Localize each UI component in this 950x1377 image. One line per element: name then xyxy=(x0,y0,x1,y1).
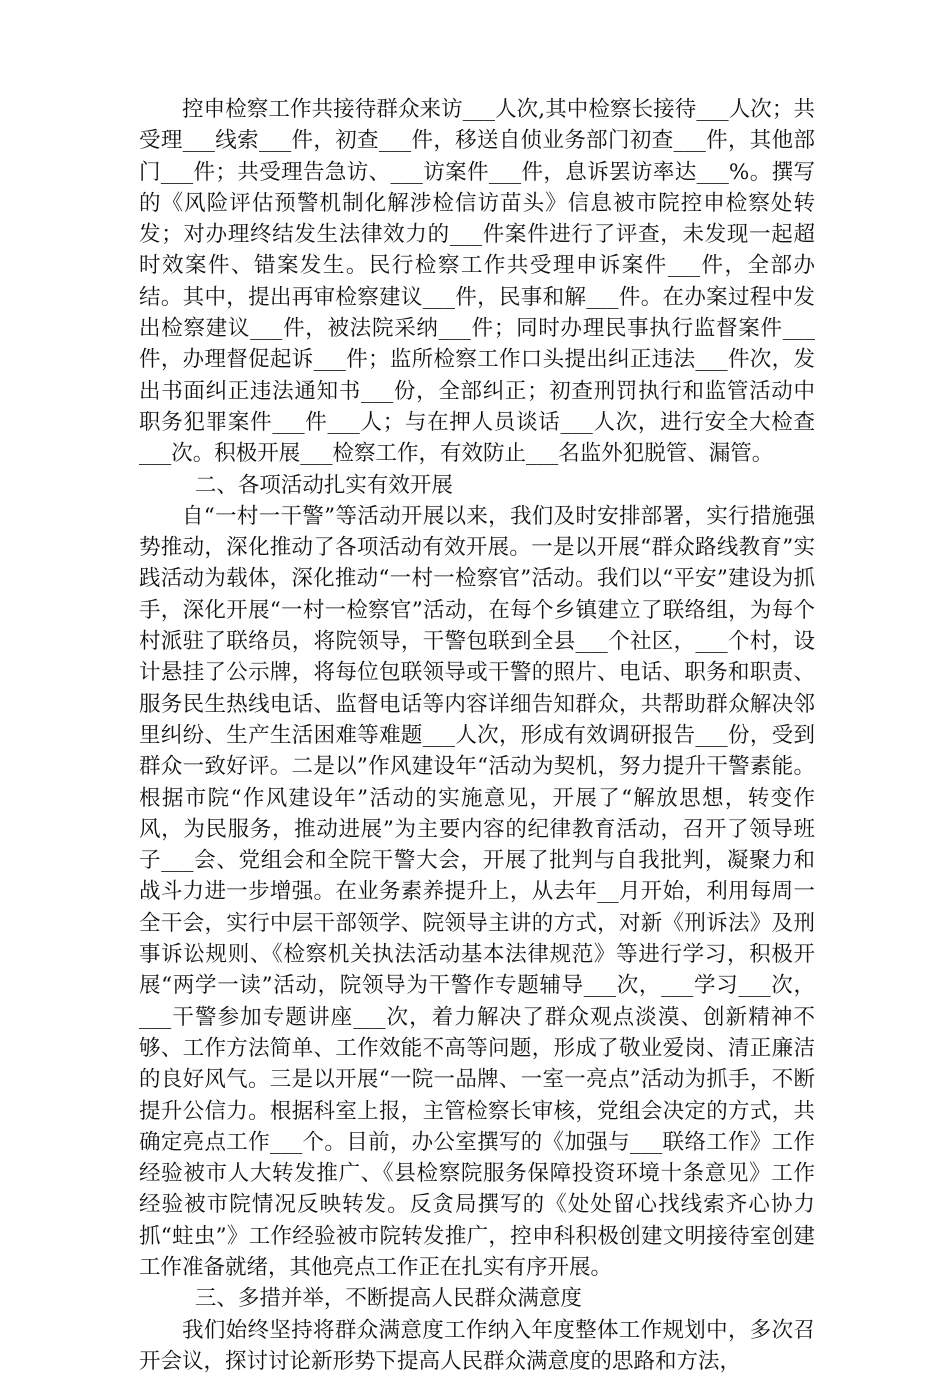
paragraph-activities: 自“一村一干警”等活动开展以来，我们及时安排部署，实行措施强势推动，深化推动了各项活动有效开展。一是以开展“群众路线教育”实践活动为载体，深化推动“一村一检察官”活动。我们以“平安”建设为抓手，深化开展“一村一检察官”活动，在每个乡镇建立了联络组，为每个村派驻了联络员，将院领导，干警包联到全县___个社区，___个村，设计悬挂了公示牌，将每位包联领导或干警的照片、电话、职务和职责、服务民生热线电话、监督电话等内容详细告知群众，共帮助群众解决邻里纠纷、生产生活困难等难题___人次，形成有效调研报告___份，受到群众一致好评。二是以”作风建设年“活动为契机，努力提升干警素能。根据市院“作风建设年”活动的实施意见，开展了“解放思想，转变作风，为民服务，推动进展”为主要内容的纪律教育活动，召开了领导班子___会、党组会和全院干警大会，开展了批判与自我批判，凝聚力和战斗力进一步增强。在业务素养提升上，从去年__月开始，利用每周一全干会，实行中层干部领学、院领导主讲的方式，对新《刑诉法》及刑事诉讼规则、《检察机关执法活动基本法律规范》等进行学习，积极开展“两学一读”活动，院领导为干警作专题辅导___次，___学习___次，___干警参加专题讲座___次，着力解决了群众观点淡漠、创新精神不够、工作方法简单、工作效能不高等问题，形成了敬业爱岗、清正廉洁的良好风气。三是以开展“一院一品牌、一室一亮点”活动为抓手，不断提升公信力。根据科室上报，主管检察长审核，党组会决定的方式，共确定亮点工作___个。目前，办公室撰写的《加强与___联络工作》工作经验被市人大转发推广、《县检察院服务保障投资环境十条意见》工作经验被市院情况反映转发。反贪局撰写的《处处留心找线索齐心协力抓“蛀虫”》工作经验被市院转发推广，控申科积极创建文明接待室创建工作准备就绪，其他亮点工作正在扎实有序开展。 xyxy=(139,503,815,1280)
paragraph-satisfaction: 我们始终坚持将群众满意度工作纳入年度整体工作规划中，多次召开会议，探讨讨论新形势下提高人民群众满意度的思路和方法， xyxy=(139,1317,815,1374)
section-heading-satisfaction: 三、多措并举，不断提高人民群众满意度 xyxy=(194,1286,582,1312)
document-body xyxy=(139,94,815,1377)
paragraph-complaint-work: 控申检察工作共接待群众来访___人次,其中检察长接待___人次；共受理___线索___件，初查___件，移送自侦业务部门初查___件，其他部门___件；共受理告急访、___访案件___件，息诉罢访率达___%。撰写的《风险评估预警机制化解涉检信访苗头》信息被市院控申检察处转发；对办理终结发生法律效力的___件案件进行了评查，未发现一起超时效案件、错案发生。民行检察工作共受理申诉案件___件，全部办结。其中，提出再审检察建议___件，民事和解___件。在办案过程中发出检察建议___件，被法院采纳___件；同时办理民事执行监督案件___件，办理督促起诉___件；监所检察工作口头提出纠正违法___件次，发出书面纠正违法通知书___份，全部纠正；初查刑罚执行和监管活动中职务犯罪案件___件___人；与在押人员谈话___人次，进行安全大检查___次。积极开展___检察工作，有效防止___名监外犯脱管、漏管。 xyxy=(139,97,815,467)
section-heading-activities: 二、各项活动扎实有效开展 xyxy=(194,472,453,498)
